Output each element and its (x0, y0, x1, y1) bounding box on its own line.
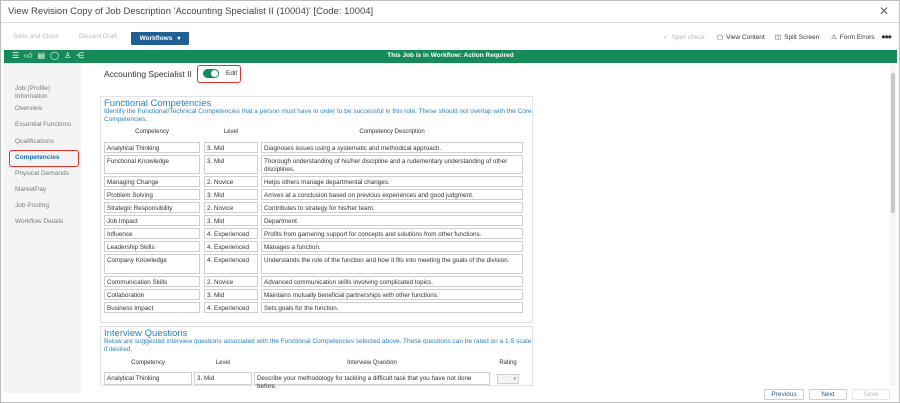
iq-column-header-level: Level (215, 360, 231, 366)
next-button[interactable]: Next (809, 389, 847, 400)
column-header-competency-description: Competency Description (359, 129, 425, 135)
sidebar-item-job-posting[interactable]: Job Posting (15, 202, 49, 209)
sidebar-item-job-profile[interactable]: Job (Profile) (15, 85, 51, 92)
functional-competencies-description: Identify the Functional/Technical Competencies that a person must have in order to be successful in this role. These should not overlap with the Core Competencies. (104, 108, 532, 123)
iq-competency-cell[interactable]: Analytical Thinking (104, 372, 192, 385)
competency-cell[interactable]: Collaboration (104, 289, 200, 300)
form-errors-label: Form Errors (839, 33, 875, 41)
level-cell[interactable]: 3. Mid (204, 189, 258, 200)
description-cell[interactable]: Department. (261, 215, 523, 226)
split-screen-button[interactable] (775, 33, 819, 41)
toolbar (1, 30, 899, 48)
chevron-down-icon: ▾ (177, 36, 181, 42)
level-cell[interactable]: 3. Mid (204, 155, 258, 174)
sidebar-item-workflow-details[interactable]: Workflow Details (15, 218, 64, 225)
iq-column-header-rating: Rating (499, 360, 517, 366)
competency-cell[interactable]: Managing Change (104, 176, 200, 187)
split-screen-icon: ◫ (775, 34, 782, 41)
edit-label: Edit (226, 70, 238, 77)
description-cell[interactable]: Advanced communication skills involving complicated topics. (261, 276, 523, 287)
share-icon[interactable]: ⋲ (76, 51, 85, 60)
competency-cell[interactable]: Leadership Skills (104, 241, 200, 252)
spell-check-icon: ✓ (663, 34, 669, 41)
iq-column-header-question: Interview Question (347, 360, 397, 366)
level-cell[interactable]: 4. Experienced (204, 228, 258, 239)
view-content-label: View Content (726, 33, 765, 41)
level-cell[interactable]: 4. Experienced (204, 254, 258, 274)
interview-questions-description: Below are suggested interview questions associated with the Functional Competencies selected above. These questions can be rated on a 1-5 scale if desired. (104, 338, 532, 353)
competency-cell[interactable]: Problem Solving (104, 189, 200, 200)
workflows-label: Workflows (139, 35, 173, 42)
workflow-message: This Job is in Workflow: Action Required (387, 52, 514, 59)
sidebar-item-physical-demands[interactable]: Physical Demands (15, 170, 69, 177)
document-icon: ▢ (717, 34, 724, 41)
description-cell[interactable]: Thorough understanding of his/her discipline and a rudementary understanding of other disciplines. (261, 155, 523, 174)
level-cell[interactable]: 3. Mid (204, 289, 258, 300)
split-screen-label: Split Screen (784, 33, 820, 41)
save-button[interactable]: Save (852, 389, 890, 400)
comment-icon[interactable]: ◯ (50, 51, 60, 60)
job-title: Accounting Specialist II (104, 69, 192, 79)
competency-cell[interactable]: Company Knowledge (104, 254, 200, 274)
level-cell[interactable]: 3. Mid (204, 215, 258, 226)
competency-cell[interactable]: Analytical Thinking (104, 142, 200, 153)
level-cell[interactable]: 4. Experienced (204, 241, 258, 252)
iq-question-cell[interactable]: Describe your methodology for tackling a difficult task that you have not done before. (254, 372, 490, 385)
competency-cell[interactable]: Influence (104, 228, 200, 239)
sliders-icon[interactable]: ☰ (12, 51, 20, 60)
column-header-level: Level (223, 129, 239, 135)
competency-cell[interactable]: Job Impact (104, 215, 200, 226)
description-cell[interactable]: Diagnoses issues using a systematic and methodical approach. (261, 142, 523, 153)
functional-competencies-title: Functional Competencies (104, 98, 212, 109)
previous-button[interactable]: Previous (764, 389, 804, 400)
iq-level-cell[interactable]: 3. Mid (194, 372, 252, 385)
description-cell[interactable]: Arrives at a conclusion based on previous experiences and good judgment. (261, 189, 523, 200)
sidebar-item-essential-functions[interactable]: Essential Functions (15, 121, 72, 128)
add-user-icon[interactable]: ♙ (64, 51, 72, 60)
description-cell[interactable]: Profits from garnering support for concepts and solutions from other functions. (261, 228, 523, 239)
scrollbar-thumb[interactable] (891, 73, 895, 213)
workflows-button[interactable] (131, 32, 189, 45)
description-cell[interactable]: Manages a function. (261, 241, 523, 252)
rating-select[interactable] (497, 374, 519, 384)
column-header-competency: Competency (135, 129, 169, 135)
level-cell[interactable]: 4. Experienced (204, 302, 258, 313)
level-cell[interactable]: 2. Novice (204, 276, 258, 287)
sidebar-item-information[interactable]: Information (15, 93, 48, 100)
close-icon[interactable]: ✕ (878, 4, 889, 18)
window-title: View Revision Copy of Job Description 'Accounting Specialist II (10004)' [Code: 10004] (8, 6, 374, 17)
warning-icon: ⚠ (831, 34, 837, 41)
workflow-status-bar (4, 50, 897, 63)
clipboard-icon[interactable]: ▤ (37, 51, 46, 60)
competency-cell[interactable]: Strategic Responsibility (104, 202, 200, 213)
spell-check-label: Spell check (671, 33, 705, 41)
form-errors-button[interactable] (831, 33, 875, 41)
chevron-down-icon: ▾ (513, 376, 516, 382)
level-cell[interactable]: 3. Mid (204, 142, 258, 153)
title-bar (1, 1, 899, 23)
discard-draft-button[interactable]: Discard Draft (79, 33, 117, 40)
description-cell[interactable]: Maintains mutually beneficial partnerships with other functions. (261, 289, 523, 300)
iq-column-header-competency: Competency (131, 360, 165, 366)
more-options-icon[interactable]: ••• (881, 30, 891, 44)
level-cell[interactable]: 2. Novice (204, 202, 258, 213)
sidebar (4, 63, 81, 393)
competency-cell[interactable]: Functional Knowledge (104, 155, 200, 174)
sidebar-item-competencies[interactable]: Competencies (15, 154, 60, 161)
description-cell[interactable]: Sets goals for the function. (261, 302, 523, 313)
description-cell[interactable]: Contributes to strategy for his/her team. (261, 202, 523, 213)
sidebar-item-overview[interactable]: Overview (15, 105, 43, 112)
description-cell[interactable]: Understands the role of the function and how it fits into meeting the goals of the division. (261, 254, 523, 274)
interview-questions-title: Interview Questions (104, 328, 188, 339)
level-cell[interactable]: 2. Novice (204, 176, 258, 187)
toggle-knob (211, 70, 218, 77)
competency-cell[interactable]: Business Impact (104, 302, 200, 313)
spell-check-button[interactable] (663, 33, 705, 41)
sidebar-item-marketpay[interactable]: MarketPay (15, 186, 47, 193)
save-and-close-button[interactable]: Save and Close (13, 33, 59, 40)
sidebar-item-qualifications[interactable]: Qualifications (15, 138, 55, 145)
view-content-button[interactable] (717, 33, 765, 41)
competency-cell[interactable]: Communication Skills (104, 276, 200, 287)
description-cell[interactable]: Helps others manage departmental changes. (261, 176, 523, 187)
edit-toggle[interactable] (203, 69, 219, 78)
thumbs-up-icon[interactable]: 👍︎ (24, 51, 33, 60)
